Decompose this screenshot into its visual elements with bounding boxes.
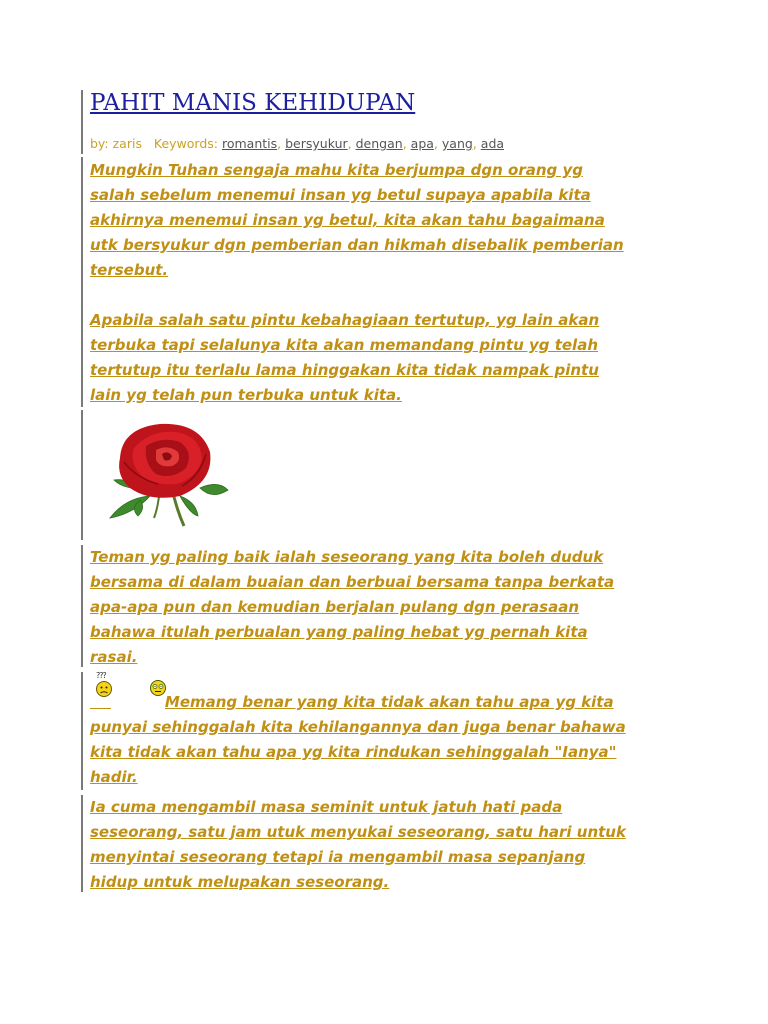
- rule-para-5: [81, 795, 83, 892]
- paragraph-line: hadir.: [90, 768, 138, 786]
- keyword-link[interactable]: bersyukur: [285, 136, 348, 151]
- author-label[interactable]: by: zaris: [90, 136, 142, 151]
- keywords-label: Keywords:: [153, 136, 218, 151]
- paragraph-line: Teman yg paling baik ialah seseorang yang kita boleh duduk: [90, 548, 604, 566]
- rule-para-4: [81, 672, 83, 790]
- confused-marks: ???: [96, 671, 106, 680]
- paragraph-line: terbuka tapi selalunya kita akan memandang pintu yg telah: [90, 336, 598, 354]
- rose-image: [100, 418, 235, 528]
- paragraph-line: utk bersyukur dgn pemberian dan hikmah disebalik pemberian: [90, 236, 624, 254]
- paragraph-line: salah sebelum menemui insan yg betul supaya apabila kita: [90, 186, 591, 204]
- paragraph-line: rasai.: [90, 648, 138, 666]
- page-title[interactable]: PAHIT MANIS KEHIDUPAN: [90, 90, 416, 116]
- paragraph-line: apa-apa pun dan kemudian berjalan pulang dgn perasaan: [90, 598, 580, 616]
- keyword-link[interactable]: yang: [441, 136, 473, 151]
- paragraph-3: [90, 545, 614, 670]
- paragraph-line: kita tidak akan tahu apa yg kita rindukan sehinggalah "Ianya": [90, 743, 617, 761]
- paragraph-line: bahawa itulah perbualan yang paling hebat yg pernah kita: [90, 623, 588, 641]
- paragraph-line: tertutup itu terlalu lama hinggakan kita tidak nampak pintu: [90, 361, 599, 379]
- keyword-link[interactable]: ada: [480, 136, 505, 151]
- paragraph-line: hidup untuk melupakan seseorang.: [90, 873, 390, 891]
- paragraph-line: tersebut.: [90, 261, 169, 279]
- keyword-link[interactable]: apa: [410, 136, 434, 151]
- rule-para-1: [81, 157, 83, 407]
- keyword-link[interactable]: dengan: [355, 136, 403, 151]
- rule-image: [81, 410, 83, 540]
- paragraph-2: [90, 308, 599, 408]
- paragraph-line: akhirnya menemui insan yg betul, kita akan tahu bagaimana: [90, 211, 605, 229]
- paragraph-line: Apabila salah satu pintu kebahagiaan tertutup, yg lain akan: [90, 311, 600, 329]
- paragraph-5: [90, 795, 626, 895]
- paragraph-line: Mungkin Tuhan sengaja mahu kita berjumpa dgn orang yg: [90, 161, 584, 179]
- paragraph-line: Ia cuma mengambil masa seminit untuk jatuh hati pada: [90, 798, 563, 816]
- paragraph-4: [90, 690, 626, 790]
- rule-title: [81, 90, 83, 154]
- rose-bloom: [119, 424, 210, 498]
- paragraph-1: [90, 158, 624, 283]
- rule-para-3: [81, 545, 83, 667]
- article-meta: by: zaris Keywords: romantis, bersyukur, dengan, apa, yang, ada: [90, 136, 505, 151]
- paragraph-line: seseorang, satu jam utuk menyukai seseorang, satu hari untuk: [90, 823, 626, 841]
- keyword-link[interactable]: romantis: [221, 136, 278, 151]
- paragraph-line: Memang benar yang kita tidak akan tahu apa yg kita: [164, 693, 614, 711]
- paragraph-line: punyai sehinggalah kita kehilangannya dan juga benar bahawa: [90, 718, 626, 736]
- paragraph-line: bersama di dalam buaian dan berbuai bersama tanpa berkata: [90, 573, 615, 591]
- paragraph-line: menyintai seseorang tetapi ia mengambil masa sepanjang: [90, 848, 586, 866]
- paragraph-line: lain yg telah pun terbuka untuk kita.: [90, 386, 402, 404]
